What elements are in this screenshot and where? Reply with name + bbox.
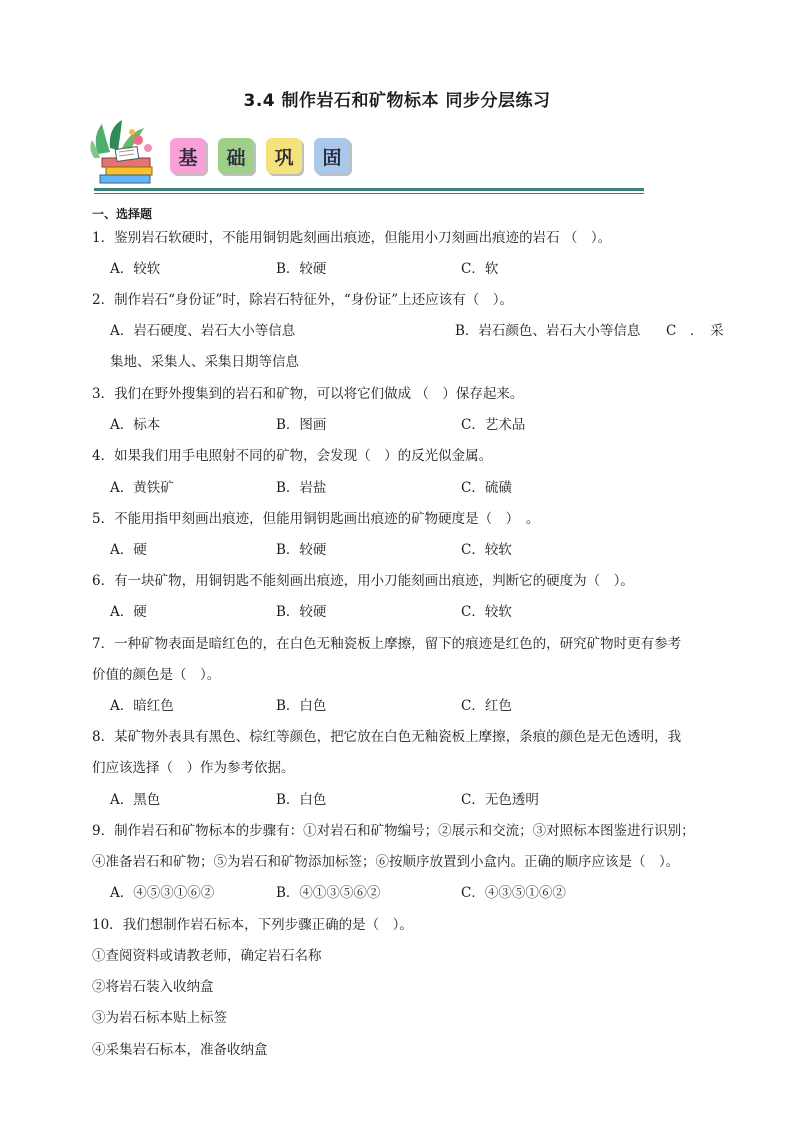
question-6-option-a: A．硬 <box>110 604 147 620</box>
question-1-option-a: A．较软 <box>110 261 161 277</box>
question-9-stem: 9．制作岩石和矿物标本的步骤有：①对岩石和矿物编号；②展示和交流；③对照标本图鉴进行识别； <box>92 823 695 839</box>
books-plant-illustration <box>88 118 166 184</box>
question-8-option-b: B．白色 <box>276 792 327 808</box>
banner-tile-1: 基 <box>170 138 206 174</box>
question-5-option-b: B．较硬 <box>276 542 327 558</box>
question-6-option-b: B．较硬 <box>276 604 327 620</box>
banner-rule-thick <box>94 188 644 191</box>
banner-tile-2: 础 <box>218 138 254 174</box>
question-10-step-3: ③为岩石标本贴上标签 <box>92 1010 227 1026</box>
question-7-stem: 7．一种矿物表面是暗红色的，在白色无釉瓷板上摩擦，留下的痕迹是红色的，研究矿物时更有参考 <box>92 636 682 652</box>
question-2-stem: 2．制作岩石“身份证”时，除岩石特征外，“身份证”上还应该有（ ）。 <box>92 292 513 308</box>
question-10-step-2: ②将岩石装入收纳盒 <box>92 979 214 995</box>
question-9-option-a: A．④⑤③①⑥② <box>110 885 215 901</box>
question-8-option-a: A．黑色 <box>110 792 161 808</box>
question-7-option-a: A．暗红色 <box>110 698 174 714</box>
question-1-option-c: C．软 <box>461 261 499 277</box>
question-10-step-4: ④采集岩石标本，准备收纳盒 <box>92 1042 268 1058</box>
question-6-option-c: C．较软 <box>461 604 512 620</box>
question-3-stem: 3．我们在野外搜集到的岩石和矿物，可以将它们做成 （ ）保存起来。 <box>92 386 524 402</box>
question-4-option-c: C．硫磺 <box>461 480 512 496</box>
question-1-stem: 1．鉴别岩石软硬时，不能用铜钥匙刻画出痕迹，但能用小刀刻画出痕迹的岩石 （ ）。 <box>92 230 612 246</box>
question-7-option-c: C．红色 <box>461 698 512 714</box>
question-6-stem: 6．有一块矿物，用铜钥匙不能刻画出痕迹，用小刀能刻画出痕迹，判断它的硬度为（ ）。 <box>92 573 634 589</box>
question-9-option-b: B．④①③⑤⑥② <box>276 885 381 901</box>
question-5-stem: 5．不能用指甲刻画出痕迹，但能用铜钥匙画出痕迹的矿物硬度是（ ） 。 <box>92 511 540 527</box>
banner-rule-thin <box>94 193 644 194</box>
question-7-stem-continued: 价值的颜色是（ ）。 <box>92 667 221 683</box>
banner-tile-3: 巩 <box>266 138 302 174</box>
question-3-option-b: B．图画 <box>276 417 327 433</box>
banner-tile-4: 固 <box>314 138 350 174</box>
page-title: 3.4 制作岩石和矿物标本 同步分层练习 <box>243 91 551 111</box>
question-4-option-a: A．黄铁矿 <box>110 480 174 496</box>
question-2-option-a: A．岩石硬度、岩石大小等信息 <box>110 323 296 339</box>
question-3-option-c: C．艺术品 <box>461 417 526 433</box>
section-banner <box>88 118 648 198</box>
question-4-stem: 4．如果我们用手电照射不同的矿物，会发现（ ）的反光似金属。 <box>92 448 493 464</box>
question-1-option-b: B．较硬 <box>276 261 327 277</box>
section-heading: 一、选择题 <box>92 207 153 221</box>
question-2-option-c-continued: 集地、采集人、采集日期等信息 <box>110 354 299 370</box>
question-10-step-1: ①查阅资料或请教老师，确定岩石名称 <box>92 948 322 964</box>
question-9-option-c: C．④③⑤①⑥② <box>461 885 566 901</box>
question-5-option-a: A．硬 <box>110 542 147 558</box>
question-8-stem-continued: 们应该选择（ ）作为参考依据。 <box>92 760 295 776</box>
question-10-stem: 10．我们想制作岩石标本，下列步骤正确的是（ ）。 <box>92 917 413 933</box>
question-8-stem: 8．某矿物外表具有黑色、棕红等颜色，把它放在白色无釉瓷板上摩擦，条痕的颜色是无色透明，我 <box>92 729 682 745</box>
question-9-stem-continued: ④准备岩石和矿物；⑤为岩石和矿物添加标签；⑥按顺序放置到小盒内。正确的顺序应该是（ ）。 <box>92 854 680 870</box>
question-8-option-c: C．无色透明 <box>461 792 539 808</box>
question-7-option-b: B．白色 <box>276 698 327 714</box>
question-2-option-b: B．岩石颜色、岩石大小等信息 <box>455 323 641 339</box>
question-3-option-a: A．标本 <box>110 417 161 433</box>
question-4-option-b: B．岩盐 <box>276 480 327 496</box>
question-2-option-c: C ． 采 <box>666 323 724 339</box>
question-5-option-c: C．较软 <box>461 542 512 558</box>
